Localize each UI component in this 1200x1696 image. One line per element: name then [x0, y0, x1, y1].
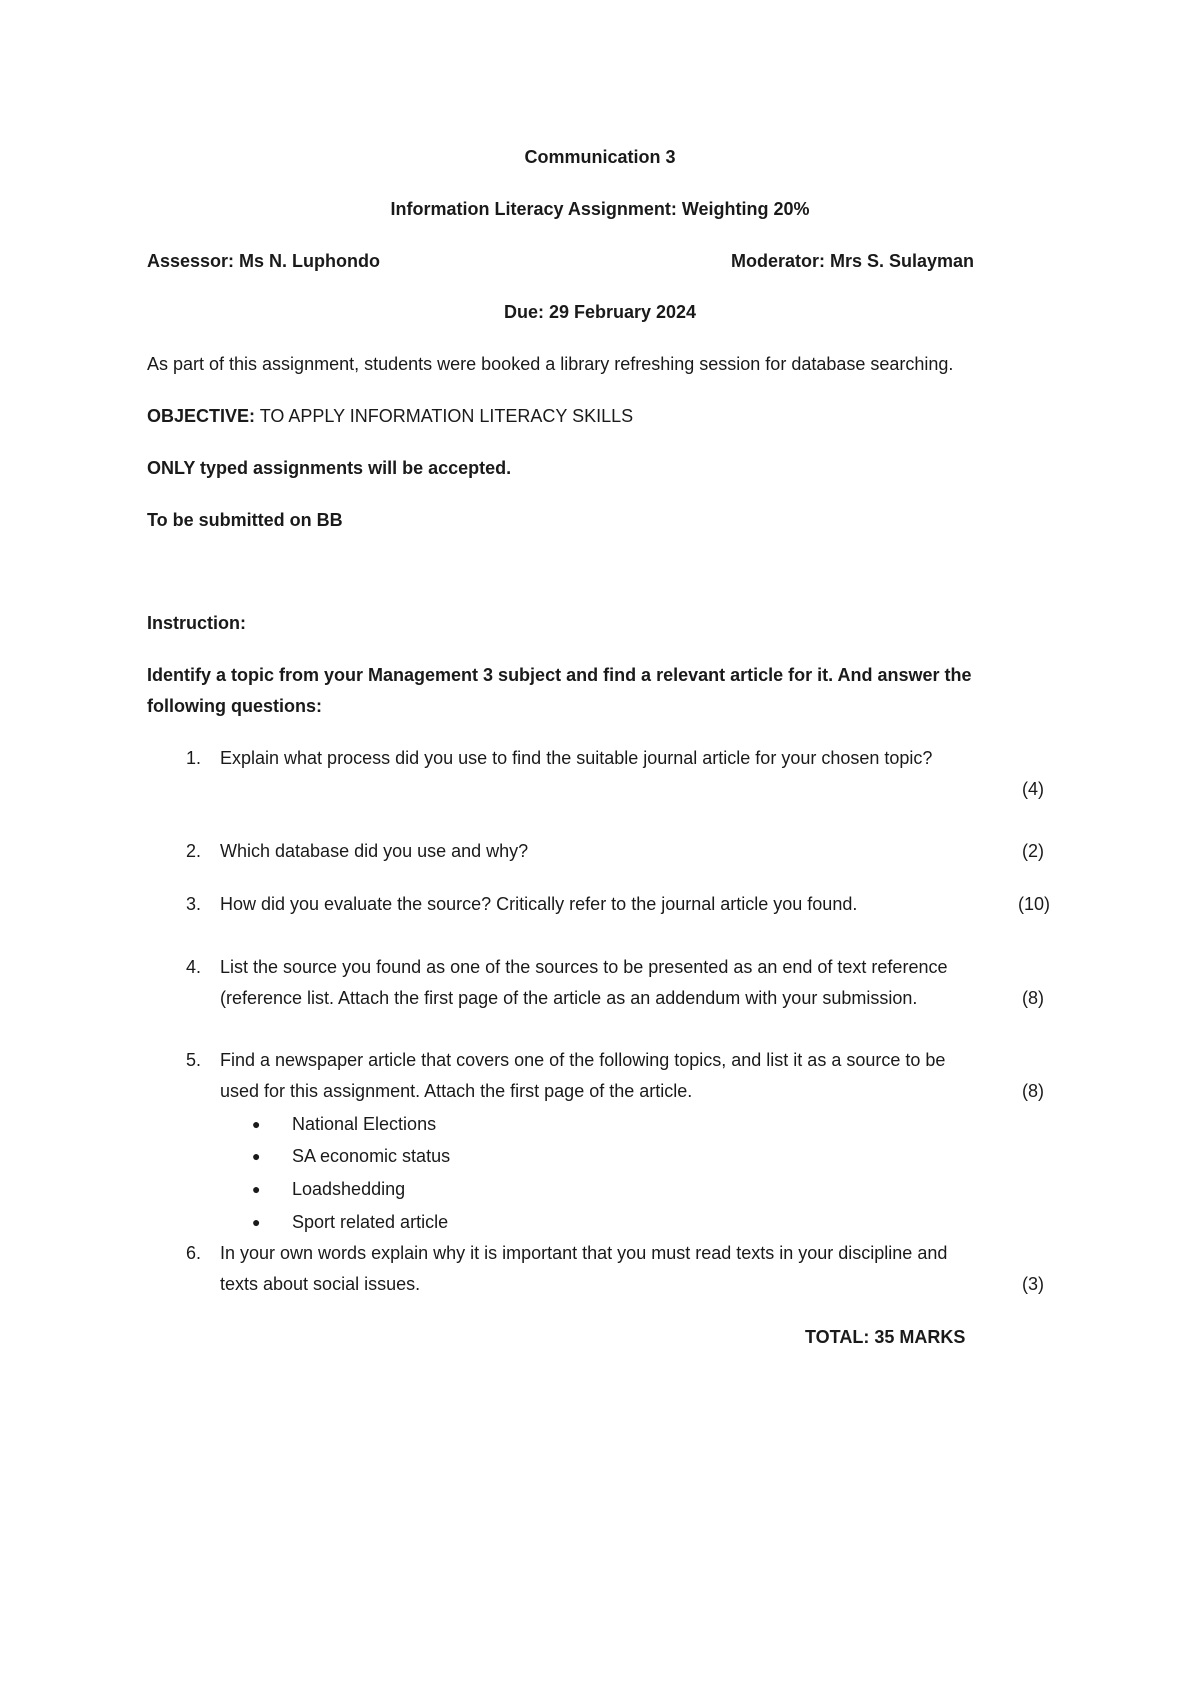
typed-note: ONLY typed assignments will be accepted. [147, 458, 512, 478]
question-marks: (3) [1022, 1274, 1044, 1294]
due-date: Due: 29 February 2024 [503, 302, 697, 322]
moderator-name: Moderator: Mrs S. Sulayman [731, 251, 975, 271]
assignment-title: Information Literacy Assignment: Weighting 20% [390, 199, 810, 219]
question-marks: (4) [1022, 779, 1044, 799]
question-text: Find a newspaper article that covers one of the following topics, and list it as a source to be [220, 1050, 946, 1070]
list-item: Loadshedding [292, 1179, 406, 1199]
instruction-line-2: following questions: [147, 696, 322, 716]
bullet-icon: ● [252, 1116, 261, 1132]
question-number: 2. [185, 841, 201, 861]
bullet-icon: ● [252, 1148, 261, 1164]
question-number: 4. [185, 957, 201, 977]
instruction-line-1: Identify a topic from your Management 3 subject and find a relevant article for it. And answer the [147, 665, 972, 685]
objective-text: TO APPLY INFORMATION LITERACY SKILLS [255, 406, 634, 426]
question-text: How did you evaluate the source? Critically refer to the journal article you found. [220, 894, 858, 914]
question-marks: (2) [1022, 841, 1044, 861]
objective-line [147, 405, 633, 427]
question-marks: (8) [1022, 1081, 1044, 1101]
question-marks: (10) [1018, 894, 1051, 914]
list-item: SA economic status [292, 1146, 451, 1166]
question-marks: (8) [1022, 988, 1044, 1008]
question-number: 5. [185, 1050, 201, 1070]
question-number: 6. [185, 1243, 201, 1263]
bullet-icon: ● [252, 1214, 261, 1230]
course-title: Communication 3 [524, 147, 676, 167]
question-text: Which database did you use and why? [220, 841, 529, 861]
question-text: (reference list. Attach the first page of the article as an addendum with your submission. [220, 988, 918, 1008]
question-text: List the source you found as one of the sources to be presented as an end of text reference [220, 957, 948, 977]
question-text: used for this assignment. Attach the first page of the article. [220, 1081, 693, 1101]
objective-label: OBJECTIVE: [147, 406, 256, 426]
total-marks: TOTAL: 35 MARKS [805, 1327, 966, 1347]
session-note: As part of this assignment, students were booked a library refreshing session for database searching. [147, 354, 954, 374]
bullet-icon: ● [252, 1181, 261, 1197]
instruction-heading: Instruction: [147, 613, 246, 633]
assessor-name: Assessor: Ms N. Luphondo [147, 251, 381, 271]
submission-note: To be submitted on BB [147, 510, 343, 530]
question-number: 1. [185, 748, 201, 768]
question-number: 3. [185, 894, 201, 914]
question-text: texts about social issues. [220, 1274, 421, 1294]
list-item: Sport related article [292, 1212, 449, 1232]
question-text: In your own words explain why it is important that you must read texts in your discipline and [220, 1243, 948, 1263]
question-text: Explain what process did you use to find the suitable journal article for your chosen topic? [220, 748, 933, 768]
list-item: National Elections [292, 1114, 437, 1134]
